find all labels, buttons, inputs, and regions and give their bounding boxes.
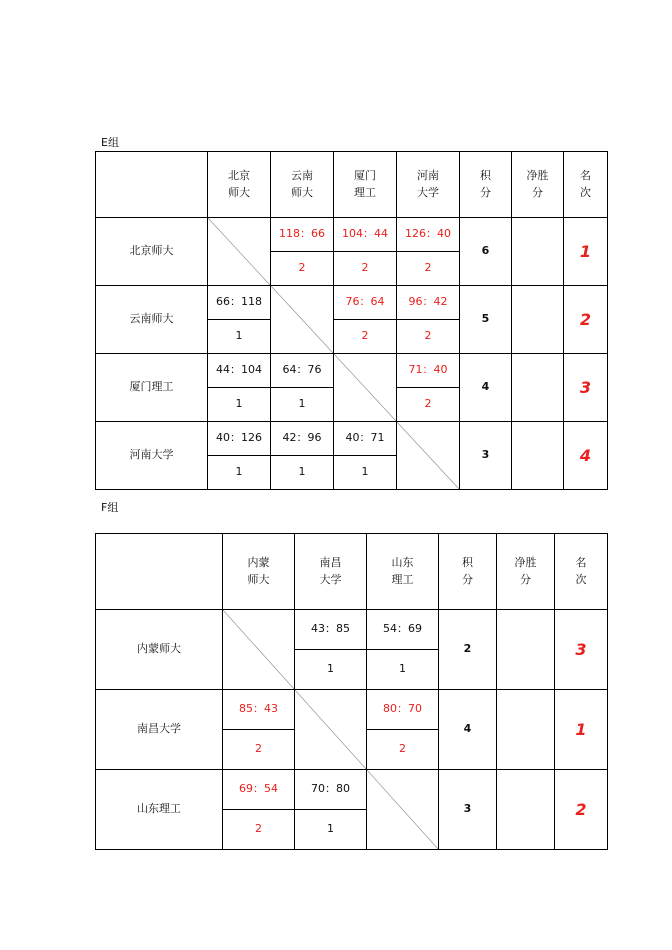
match-points: 2 [334, 320, 397, 354]
rank: 1 [555, 690, 608, 770]
match-points: 1 [208, 456, 271, 490]
group-f-title: F组 [101, 501, 119, 514]
match-score: 42：96 [271, 422, 334, 456]
total-points: 4 [460, 354, 512, 422]
match-points: 1 [208, 320, 271, 354]
rank-header: 名 次 [564, 152, 608, 218]
match-points: 1 [334, 456, 397, 490]
self-match-cell [397, 422, 460, 490]
total-points: 3 [439, 770, 497, 850]
team-name: 北京师大 [96, 218, 208, 286]
team-header: 北京 师大 [208, 152, 271, 218]
net-score [512, 286, 564, 354]
rank: 3 [555, 610, 608, 690]
self-match-cell [295, 690, 367, 770]
team-name: 河南大学 [96, 422, 208, 490]
rank-header: 名 次 [555, 534, 608, 610]
match-points: 2 [397, 252, 460, 286]
match-score: 76：64 [334, 286, 397, 320]
diagonal-line [367, 770, 438, 849]
match-points: 2 [397, 320, 460, 354]
total-points: 3 [460, 422, 512, 490]
net-score [512, 218, 564, 286]
total-points: 2 [439, 610, 497, 690]
team-name: 南昌大学 [96, 690, 223, 770]
match-score: 43：85 [295, 610, 367, 650]
group-e-table [95, 151, 608, 490]
rank: 2 [564, 286, 608, 354]
total-points: 5 [460, 286, 512, 354]
match-points: 1 [271, 456, 334, 490]
team-name: 厦门理工 [96, 354, 208, 422]
team-name: 云南师大 [96, 286, 208, 354]
rank: 2 [555, 770, 608, 850]
diagonal-line [397, 422, 459, 489]
diagonal-line [334, 354, 396, 421]
self-match-cell [367, 770, 439, 850]
team-name: 山东理工 [96, 770, 223, 850]
team-header: 云南 师大 [271, 152, 334, 218]
diagonal-stroke [271, 286, 333, 353]
match-points: 1 [295, 650, 367, 690]
net-score [512, 354, 564, 422]
match-points: 2 [271, 252, 334, 286]
rank: 1 [564, 218, 608, 286]
self-match-cell [334, 354, 397, 422]
match-points: 2 [397, 388, 460, 422]
match-score: 71：40 [397, 354, 460, 388]
match-score: 40：126 [208, 422, 271, 456]
match-points: 1 [295, 810, 367, 850]
match-score: 80：70 [367, 690, 439, 730]
net-score [512, 422, 564, 490]
match-points: 2 [367, 730, 439, 770]
total-points: 4 [439, 690, 497, 770]
corner-cell [96, 534, 223, 610]
rank: 3 [564, 354, 608, 422]
match-score: 54：69 [367, 610, 439, 650]
match-score: 70：80 [295, 770, 367, 810]
net-score [497, 610, 555, 690]
team-header: 南昌 大学 [295, 534, 367, 610]
match-points: 2 [223, 810, 295, 850]
match-score: 66：118 [208, 286, 271, 320]
group-e-title: E组 [101, 136, 119, 149]
diagonal-stroke [367, 770, 438, 849]
team-name: 内蒙师大 [96, 610, 223, 690]
rank: 4 [564, 422, 608, 490]
match-score: 64：76 [271, 354, 334, 388]
self-match-cell [271, 286, 334, 354]
match-score: 69：54 [223, 770, 295, 810]
match-score: 44：104 [208, 354, 271, 388]
match-score: 104：44 [334, 218, 397, 252]
match-points: 2 [334, 252, 397, 286]
net-header: 净胜 分 [512, 152, 564, 218]
self-match-cell [223, 610, 295, 690]
diagonal-stroke [397, 422, 459, 489]
self-match-cell [208, 218, 271, 286]
group-f-table [95, 533, 608, 850]
match-points: 1 [271, 388, 334, 422]
team-header: 内蒙 师大 [223, 534, 295, 610]
diagonal-line [223, 610, 294, 689]
match-points: 2 [223, 730, 295, 770]
match-score: 126：40 [397, 218, 460, 252]
match-points: 1 [367, 650, 439, 690]
match-score: 85：43 [223, 690, 295, 730]
total-points: 6 [460, 218, 512, 286]
match-score: 40：71 [334, 422, 397, 456]
diagonal-line [271, 286, 333, 353]
net-score [497, 770, 555, 850]
diagonal-stroke [295, 690, 366, 769]
corner-cell [96, 152, 208, 218]
diagonal-stroke [208, 218, 270, 285]
match-score: 118：66 [271, 218, 334, 252]
diagonal-line [208, 218, 270, 285]
diagonal-stroke [334, 354, 396, 421]
team-header: 河南 大学 [397, 152, 460, 218]
points-header: 积 分 [460, 152, 512, 218]
diagonal-line [295, 690, 366, 769]
points-header: 积 分 [439, 534, 497, 610]
match-score: 96：42 [397, 286, 460, 320]
net-header: 净胜 分 [497, 534, 555, 610]
team-header: 厦门 理工 [334, 152, 397, 218]
match-points: 1 [208, 388, 271, 422]
diagonal-stroke [223, 610, 294, 689]
net-score [497, 690, 555, 770]
team-header: 山东 理工 [367, 534, 439, 610]
